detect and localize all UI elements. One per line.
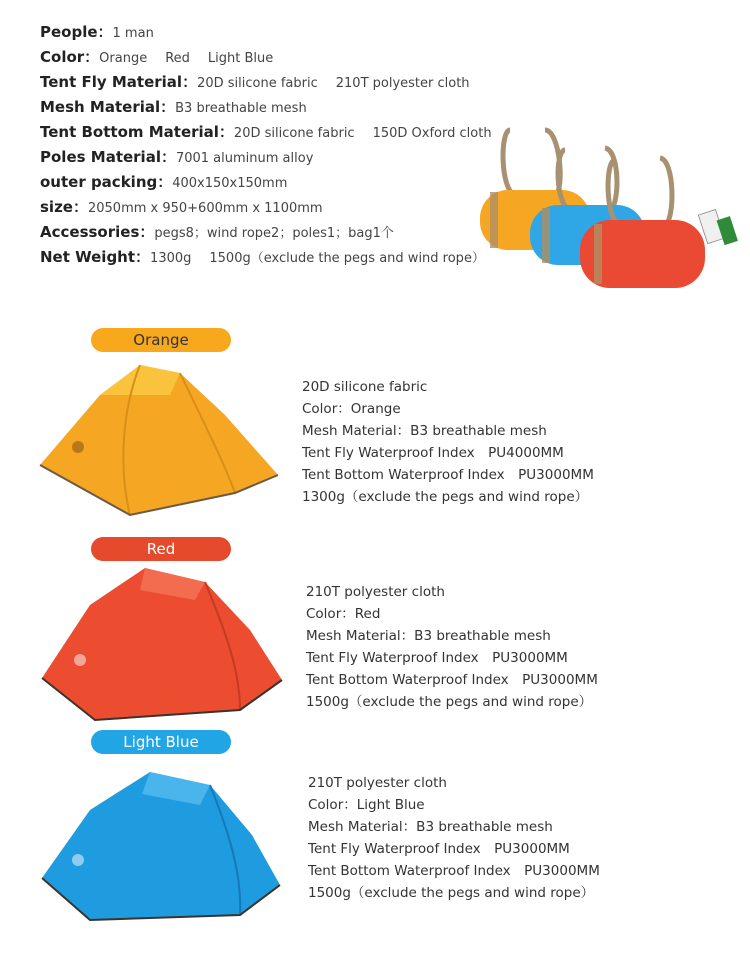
spec-row-accessories [40, 220, 510, 245]
spec-label: outer packing： [40, 173, 173, 191]
detail-line: Color：Orange [302, 401, 401, 417]
spec-value: 1300g [150, 251, 192, 266]
spec-label: size： [40, 198, 88, 216]
detail-line: Tent Fly Waterproof Index PU3000MM [308, 841, 570, 857]
spec-value: 1500g（exclude the pegs and wind rope） [209, 251, 485, 266]
spec-row-mesh-material [40, 95, 510, 120]
spec-row-people [40, 20, 510, 45]
spec-value: Orange [99, 51, 148, 66]
detail-line: 20D silicone fabric [302, 379, 428, 395]
details-blue [308, 772, 600, 904]
spec-row-net-weight [40, 245, 510, 270]
detail-line: Color：Red [306, 606, 381, 622]
variant-label-blue: Light Blue [91, 730, 231, 754]
spec-label: Color： [40, 48, 100, 66]
spec-row-bottom-material [40, 120, 510, 145]
hang-tag [698, 210, 738, 246]
detail-line: 210T polyester cloth [308, 775, 447, 791]
spec-row-color [40, 45, 510, 70]
tent-orange-image [30, 355, 290, 535]
spec-label: Poles Material： [40, 148, 176, 166]
variant-label-red: Red [91, 537, 231, 561]
spec-value: 20D silicone fabric [233, 126, 355, 141]
spec-label: People： [40, 23, 113, 41]
spec-value: B3 breathable mesh [175, 101, 307, 116]
detail-line: Tent Bottom Waterproof Index PU3000MM [302, 467, 594, 483]
detail-line: Tent Fly Waterproof Index PU4000MM [302, 445, 564, 461]
detail-line: 210T polyester cloth [306, 584, 445, 600]
spec-value: 20D silicone fabric [197, 76, 318, 91]
tent-blue-image [30, 760, 290, 940]
spec-value: 150D Oxford cloth [372, 126, 492, 141]
detail-line: 1500g（exclude the pegs and wind rope） [308, 885, 595, 901]
spec-value: 1 man [112, 26, 154, 41]
spec-row-outer-packing [40, 170, 510, 195]
spec-value: 210T polyester cloth [335, 76, 470, 91]
spec-value: 400x150x150mm [172, 176, 288, 191]
details-orange [302, 376, 594, 508]
tent-red-image [30, 560, 290, 740]
spec-row-poles-material [40, 145, 510, 170]
spec-value: pegs8；wind rope2；poles1；bag1个 [154, 226, 394, 241]
spec-value: Red [165, 51, 190, 66]
detail-line: Mesh Material：B3 breathable mesh [302, 423, 547, 439]
details-red [306, 581, 598, 713]
detail-line: Color：Light Blue [308, 797, 425, 813]
spec-label: Tent Bottom Material： [40, 123, 234, 141]
detail-line: Tent Fly Waterproof Index PU3000MM [306, 650, 568, 666]
spec-row-fly-material [40, 70, 510, 95]
spec-value: 2050mm x 950+600mm x 1100mm [87, 201, 323, 216]
detail-line: Mesh Material：B3 breathable mesh [308, 819, 553, 835]
detail-line: Tent Bottom Waterproof Index PU3000MM [306, 672, 598, 688]
spec-label: Accessories： [40, 223, 155, 241]
detail-line: Mesh Material：B3 breathable mesh [306, 628, 551, 644]
spec-label: Mesh Material： [40, 98, 176, 116]
spec-label: Net Weight： [40, 248, 151, 266]
detail-line: 1300g（exclude the pegs and wind rope） [302, 489, 589, 505]
red-bag [580, 158, 705, 288]
spec-list [40, 20, 510, 270]
detail-line: Tent Bottom Waterproof Index PU3000MM [308, 863, 600, 879]
variant-label-orange: Orange [91, 328, 231, 352]
spec-row-size [40, 195, 510, 220]
packed-bags-image [470, 120, 750, 300]
detail-line: 1500g（exclude the pegs and wind rope） [306, 694, 593, 710]
spec-value: Light Blue [207, 51, 274, 66]
spec-value: 7001 aluminum alloy [175, 151, 314, 166]
spec-label: Tent Fly Material： [40, 73, 198, 91]
